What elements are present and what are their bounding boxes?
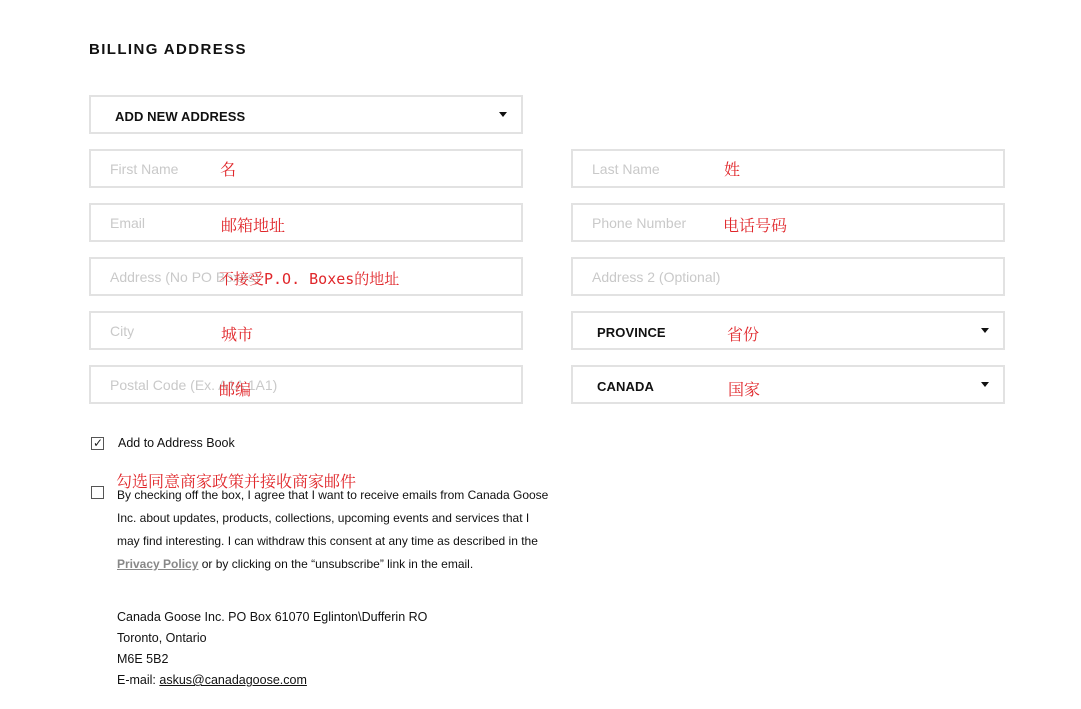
add-to-address-book-label: Add to Address Book [118,436,235,450]
address-input[interactable] [91,259,521,294]
check-icon: ✓ [93,436,104,450]
consent-text [117,484,553,576]
consent-text-after: or by clicking on the “unsubscribe” link in the email. [198,557,474,571]
city-annotation: 城市 [221,325,254,344]
chevron-down-icon [981,328,989,333]
email-consent-checkbox[interactable] [91,486,104,499]
country-select-value: CANADA [597,379,654,394]
email-field[interactable] [89,203,523,242]
address-select[interactable] [89,95,523,134]
company-address-line3: M6E 5B2 [117,652,169,666]
company-email-line [117,673,307,687]
company-address-line1: Canada Goose Inc. PO Box 61070 Eglinton\Dufferin RO [117,610,428,624]
last-name-annotation: 姓 [724,160,741,179]
chevron-down-icon [499,112,507,117]
company-address-line2: Toronto, Ontario [117,631,207,645]
postal-code-annotation: 邮编 [219,380,252,399]
postal-code-field[interactable] [89,365,523,404]
address-select-value: ADD NEW ADDRESS [115,109,246,124]
last-name-input[interactable] [573,151,1003,186]
country-annotation: 国家 [728,380,761,399]
billing-address-title: BILLING ADDRESS [89,41,247,58]
phone-input[interactable] [573,205,1003,240]
chevron-down-icon [981,382,989,387]
postal-code-input[interactable] [91,367,521,402]
phone-annotation: 电话号码 [723,216,788,235]
province-select[interactable] [571,311,1005,350]
address2-field[interactable] [571,257,1005,296]
company-email-link[interactable]: askus@canadagoose.com [159,673,307,687]
address-field[interactable] [89,257,523,296]
address2-input[interactable] [573,259,1003,294]
phone-field[interactable] [571,203,1005,242]
consent-annotation: 勾选同意商家政策并接收商家邮件 [116,472,357,491]
last-name-field[interactable] [571,149,1005,188]
first-name-field[interactable] [89,149,523,188]
add-to-address-book-checkbox[interactable] [91,437,104,450]
province-annotation: 省份 [727,325,760,344]
email-annotation: 邮箱地址 [221,216,286,235]
city-field[interactable] [89,311,523,350]
consent-text-before: By checking off the box, I agree that I want to receive emails from Canada Goose Inc. about updates, products, collections, upcoming events and services that I may find interesting. I can withdraw this consent at any time as described in the [117,488,549,548]
address-annotation: 不接受P.O. Boxes的地址 [219,270,400,288]
first-name-annotation: 名 [220,160,237,179]
first-name-input[interactable] [91,151,521,186]
company-email-label: E-mail: [117,673,160,687]
privacy-policy-link[interactable]: Privacy Policy [117,557,199,571]
country-select[interactable] [571,365,1005,404]
email-input[interactable] [91,205,521,240]
province-select-value: PROVINCE [597,325,666,340]
city-input[interactable] [91,313,521,348]
